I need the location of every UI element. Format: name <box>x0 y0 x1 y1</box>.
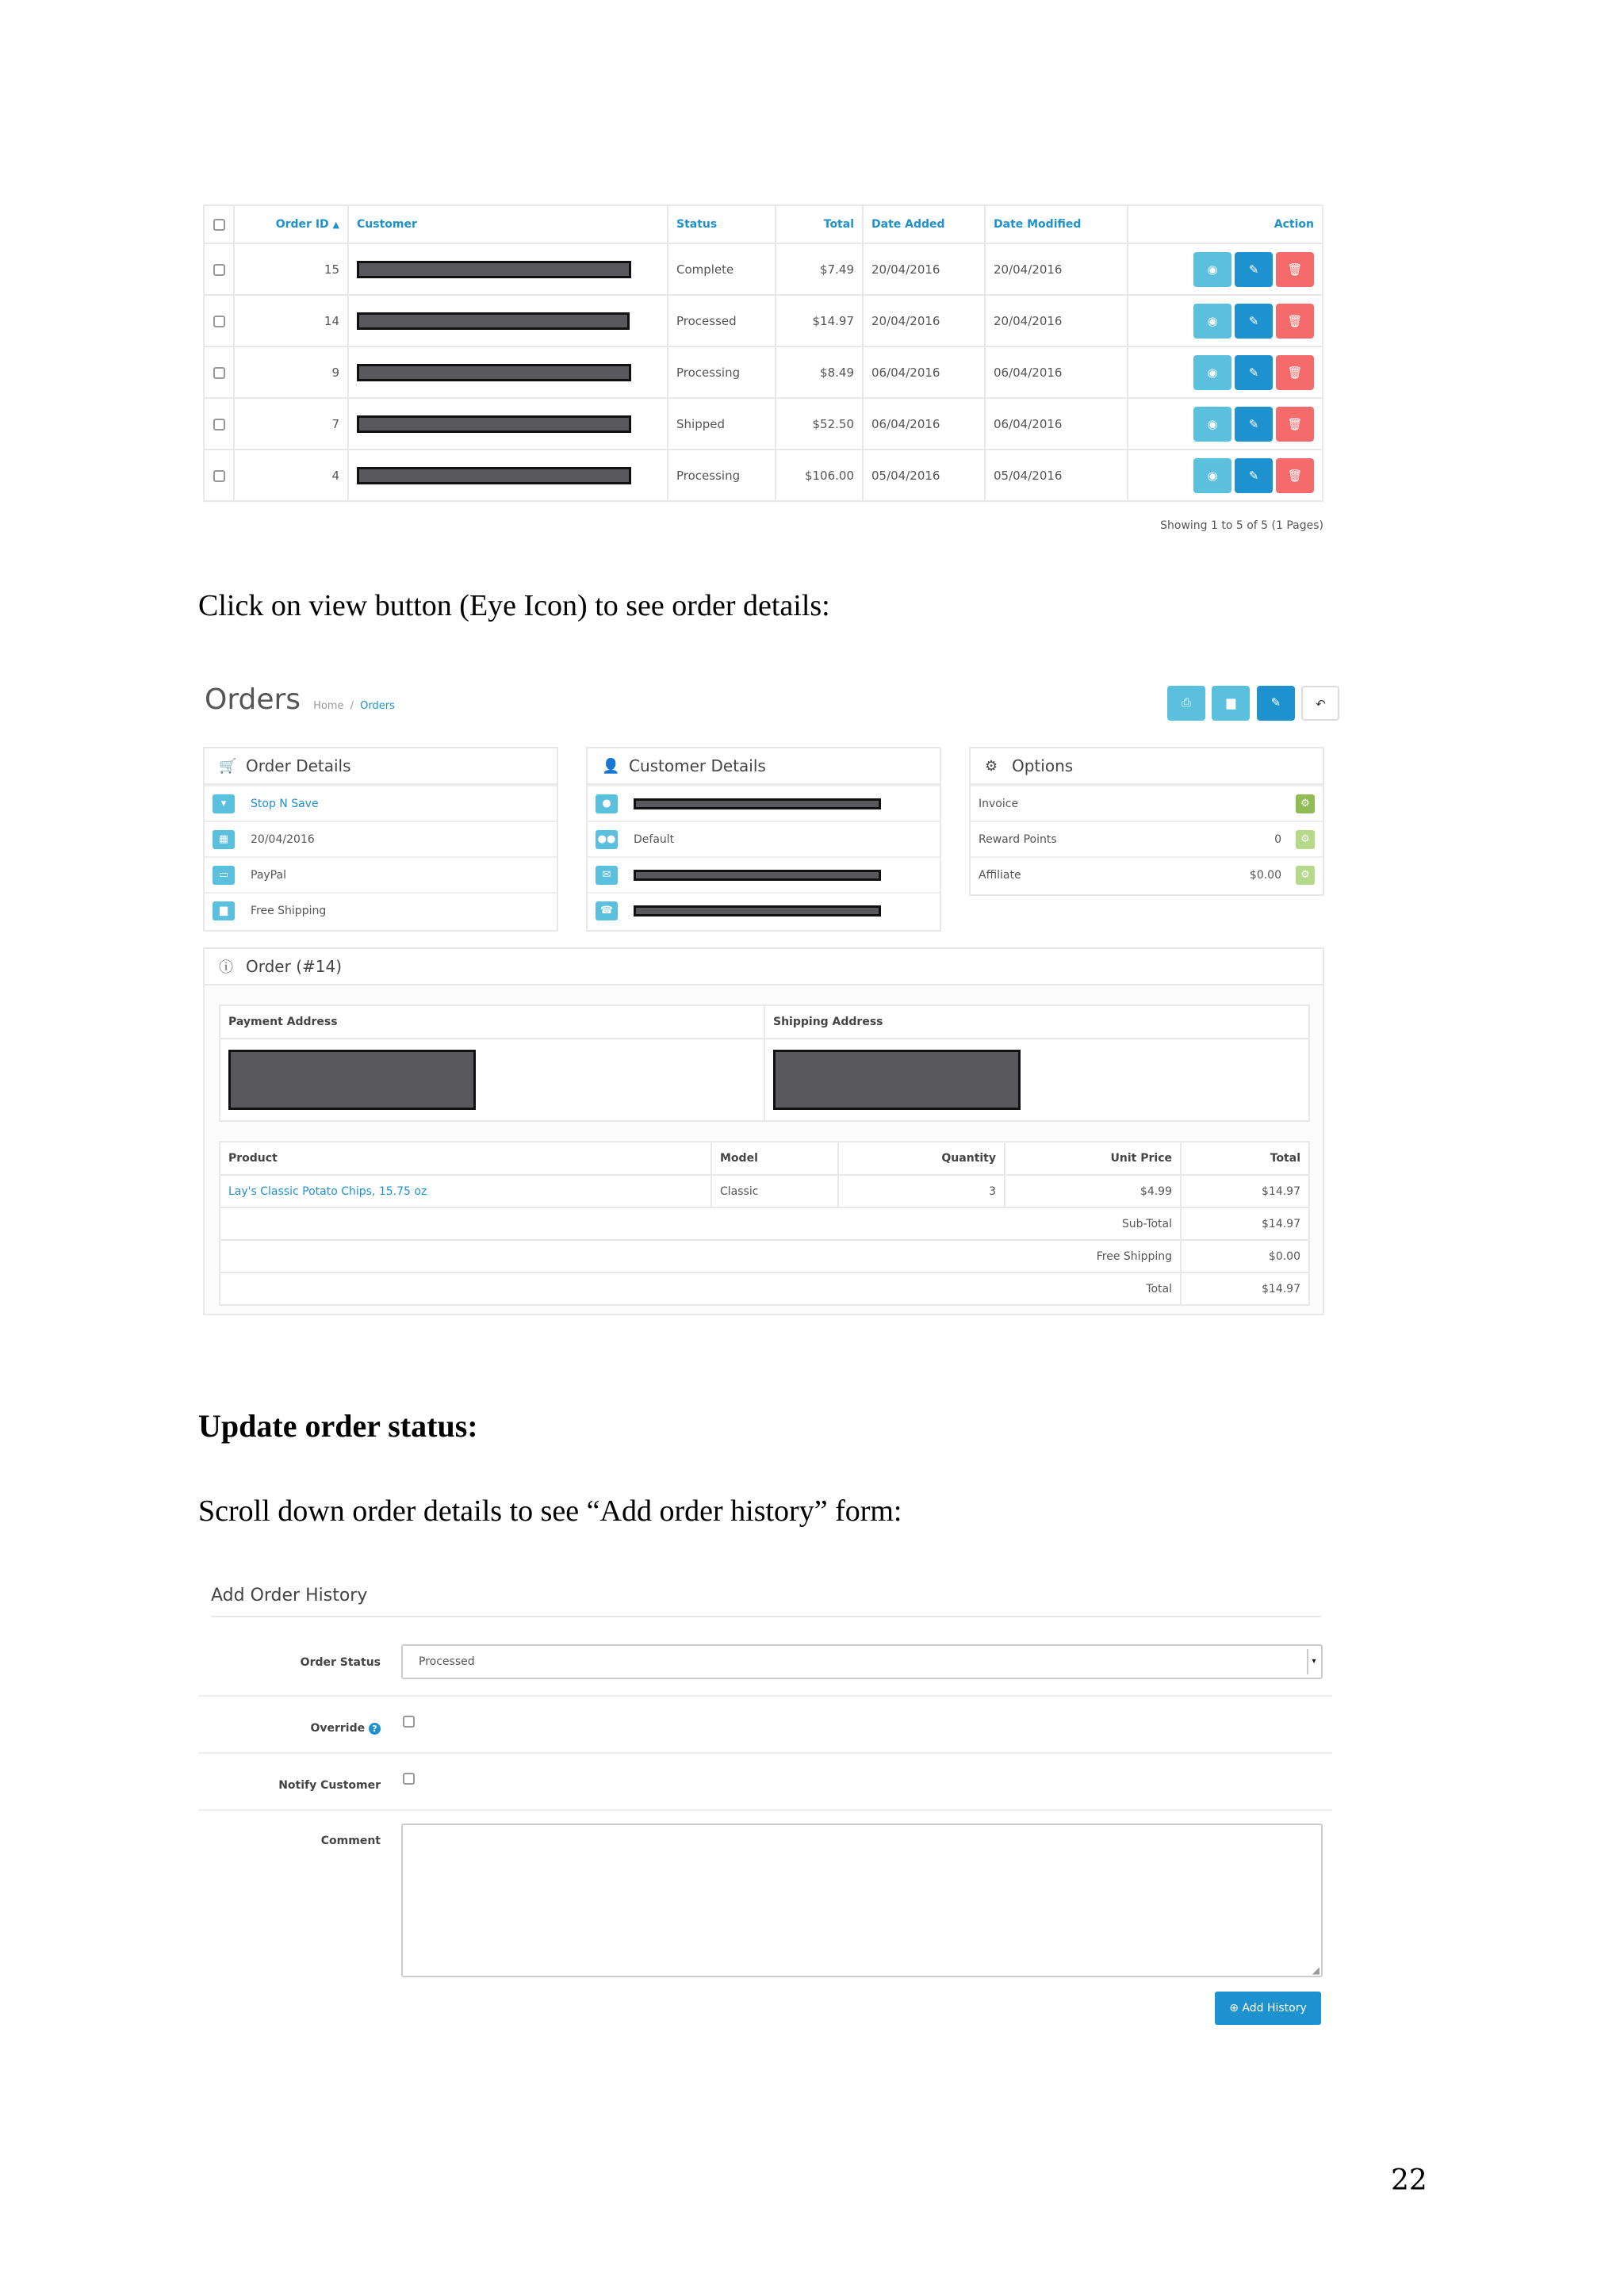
pencil-icon: ✎ <box>1248 468 1259 483</box>
user-icon: 👤 <box>602 757 620 775</box>
form-title-divider <box>211 1616 1321 1617</box>
add-order-history-form <box>198 1578 1332 2038</box>
table-row <box>204 295 1323 346</box>
customer-cell <box>348 450 668 501</box>
truck-icon: ▆ <box>213 901 235 920</box>
row-checkbox-cell[interactable] <box>204 450 234 501</box>
action-cell <box>1128 346 1323 398</box>
pencil-icon: ✎ <box>1248 365 1259 380</box>
product-unit-price: $4.99 <box>1005 1175 1181 1207</box>
order-details-panel <box>203 747 558 932</box>
customer-cell <box>348 398 668 450</box>
invoice-label: Invoice <box>979 797 1019 810</box>
shipping-address-cell <box>764 1039 1309 1121</box>
redacted-customer-name <box>634 798 881 809</box>
column-date-modified[interactable]: Date Modified <box>985 205 1128 243</box>
customer-phone-row <box>588 892 940 928</box>
trash-icon: 🗑 <box>1287 262 1303 277</box>
date-added: 20/04/2016 <box>863 243 985 295</box>
cart-icon: ▾ <box>213 794 235 813</box>
subtotal-row <box>220 1207 1309 1240</box>
redacted-payment-address <box>228 1050 476 1110</box>
subtotal-value: $14.97 <box>1181 1207 1309 1240</box>
grand-total-label: Total <box>220 1272 1181 1305</box>
customer-email-row <box>588 856 940 892</box>
page-number: 22 <box>1391 2164 1427 2197</box>
redacted-customer <box>357 364 631 381</box>
orders-list-table <box>203 205 1323 532</box>
grand-total-row <box>220 1272 1309 1305</box>
section-heading: Update order status: <box>198 1408 478 1444</box>
affiliate-label: Affiliate <box>979 868 1021 882</box>
order-status-label: Order Status <box>300 1656 381 1669</box>
row-checkbox[interactable] <box>213 367 225 379</box>
customer-cell <box>348 243 668 295</box>
customer-group: Default <box>634 832 675 846</box>
add-commission-button[interactable]: ⚙ <box>1296 866 1315 885</box>
comment-label: Comment <box>320 1835 381 1847</box>
order-date: 20/04/2016 <box>251 832 315 846</box>
payment-method: PayPal <box>251 868 286 882</box>
print-icon: ⎙ <box>1181 696 1191 710</box>
eye-icon: ◉ <box>1207 262 1218 277</box>
sort-asc-icon: ▲ <box>332 220 339 230</box>
override-checkbox[interactable] <box>403 1716 415 1728</box>
view-button[interactable] <box>1193 407 1231 442</box>
action-cell <box>1128 450 1323 501</box>
eye-icon: ◉ <box>1207 365 1218 380</box>
view-button[interactable] <box>1193 304 1231 339</box>
eye-icon: ◉ <box>1207 313 1218 328</box>
date-modified: 20/04/2016 <box>985 295 1128 346</box>
store-link[interactable]: Stop N Save <box>251 797 319 810</box>
date-row <box>205 821 557 856</box>
option-affiliate-row <box>971 856 1323 892</box>
trash-icon: 🗑 <box>1287 468 1303 483</box>
column-customer[interactable]: Customer <box>348 205 668 243</box>
pagination-text: Showing 1 to 5 of 5 (1 Pages) <box>1160 519 1323 532</box>
column-date-added[interactable]: Date Added <box>863 205 985 243</box>
date-modified: 06/04/2016 <box>985 398 1128 450</box>
edit-button[interactable] <box>1235 407 1273 442</box>
order-status: Processed <box>668 295 776 346</box>
action-cell <box>1128 398 1323 450</box>
order-details-heading: Order Details <box>246 756 351 775</box>
order-heading: Order (#14) <box>246 957 343 976</box>
order-total: $52.50 <box>776 398 863 450</box>
redacted-customer <box>357 261 631 278</box>
view-button[interactable] <box>1193 252 1231 287</box>
breadcrumb-home[interactable]: Home <box>313 700 344 712</box>
order-total: $8.49 <box>776 346 863 398</box>
order-status: Shipped <box>668 398 776 450</box>
redacted-email <box>634 870 881 881</box>
select-all-checkbox-cell[interactable] <box>204 205 234 243</box>
eye-icon: ◉ <box>1207 468 1218 483</box>
page-title: Orders <box>205 683 301 716</box>
redacted-customer <box>357 415 631 433</box>
quantity-header: Quantity <box>838 1142 1005 1175</box>
redacted-customer <box>357 467 631 484</box>
table-row <box>204 450 1323 501</box>
override-label-text: Override <box>310 1722 366 1735</box>
product-name-link[interactable]: Lay's Classic Potato Chips, 15.75 oz <box>220 1175 711 1207</box>
order-panel <box>203 947 1324 1315</box>
comment-textarea[interactable] <box>401 1823 1323 1977</box>
order-status: Complete <box>668 243 776 295</box>
shipping-method: Free Shipping <box>251 904 327 917</box>
row-checkbox-cell[interactable] <box>204 346 234 398</box>
user-icon: ● <box>596 794 618 813</box>
action-cell <box>1128 295 1323 346</box>
add-reward-button[interactable]: ⚙ <box>1296 830 1315 849</box>
column-status[interactable]: Status <box>668 205 776 243</box>
truck-icon: ▆ <box>1226 696 1236 710</box>
payment-row <box>205 856 557 892</box>
customer-name-row <box>588 785 940 821</box>
date-added: 06/04/2016 <box>863 398 985 450</box>
order-status-value: Processed <box>419 1655 475 1668</box>
redacted-shipping-address <box>773 1050 1021 1110</box>
product-total: $14.97 <box>1181 1175 1309 1207</box>
row-checkbox[interactable] <box>213 470 225 482</box>
date-added: 20/04/2016 <box>863 295 985 346</box>
edit-button[interactable] <box>1235 304 1273 339</box>
order-id: 15 <box>234 243 348 295</box>
table-header-row <box>204 205 1323 243</box>
credit-card-icon: ▭ <box>213 866 235 885</box>
order-total: $14.97 <box>776 295 863 346</box>
order-total: $106.00 <box>776 450 863 501</box>
edit-button[interactable] <box>1235 252 1273 287</box>
column-action: Action <box>1128 205 1323 243</box>
order-id: 7 <box>234 398 348 450</box>
trash-icon: 🗑 <box>1287 365 1303 380</box>
customer-details-header <box>588 748 940 785</box>
model-header: Model <box>711 1142 838 1175</box>
affiliate-value: $0.00 <box>1249 868 1281 882</box>
pencil-icon: ✎ <box>1248 262 1259 277</box>
edit-button[interactable] <box>1235 355 1273 390</box>
delete-button[interactable] <box>1276 304 1314 339</box>
table-row <box>204 398 1323 450</box>
pencil-icon: ✎ <box>1248 313 1259 328</box>
view-button[interactable] <box>1193 458 1231 493</box>
table-row <box>204 346 1323 398</box>
product-header: Product <box>220 1142 711 1175</box>
add-history-button[interactable] <box>1215 1992 1321 2025</box>
plus-circle-icon: ⊕ <box>1229 2002 1239 2015</box>
delete-button[interactable] <box>1276 407 1314 442</box>
shipping-total-label: Free Shipping <box>220 1240 1181 1272</box>
customer-details-heading: Customer Details <box>629 756 766 775</box>
date-added: 06/04/2016 <box>863 346 985 398</box>
grand-total-value: $14.97 <box>1181 1272 1309 1305</box>
instruction-history: Scroll down order details to see “Add order history” form: <box>198 1494 902 1528</box>
unit-price-header: Unit Price <box>1005 1142 1181 1175</box>
options-heading: Options <box>1012 756 1074 775</box>
product-model: Classic <box>711 1175 838 1207</box>
notify-customer-label: Notify Customer <box>278 1779 381 1792</box>
chevron-down-icon[interactable]: ▾ <box>1307 1649 1320 1674</box>
row-divider <box>198 1695 1332 1697</box>
order-id: 14 <box>234 295 348 346</box>
row-checkbox[interactable] <box>213 316 225 327</box>
column-total[interactable]: Total <box>776 205 863 243</box>
action-cell <box>1128 243 1323 295</box>
header-action-buttons <box>1164 686 1339 721</box>
payment-address-cell <box>220 1039 764 1121</box>
row-checkbox[interactable] <box>213 264 225 276</box>
date-added: 05/04/2016 <box>863 450 985 501</box>
delete-button[interactable] <box>1276 252 1314 287</box>
subtotal-label: Sub-Total <box>220 1207 1181 1240</box>
order-status: Processing <box>668 346 776 398</box>
address-table <box>219 1004 1310 1122</box>
calendar-icon: ▦ <box>213 830 235 849</box>
back-button[interactable] <box>1301 686 1339 721</box>
order-panel-header <box>205 949 1323 985</box>
group-icon: ●● <box>596 830 618 849</box>
back-arrow-icon: ↶ <box>1316 698 1326 711</box>
breadcrumb-orders[interactable]: Orders <box>360 700 395 712</box>
generate-invoice-button[interactable]: ⚙ <box>1296 794 1315 813</box>
eye-icon: ◉ <box>1207 416 1218 431</box>
date-modified: 20/04/2016 <box>985 243 1128 295</box>
add-history-label: Add History <box>1242 2002 1307 2015</box>
date-modified: 06/04/2016 <box>985 346 1128 398</box>
phone-icon: ☎ <box>596 901 618 920</box>
column-order-id[interactable]: Order ID ▲ <box>234 205 348 243</box>
form-title: Add Order History <box>211 1586 368 1605</box>
store-row <box>205 785 557 821</box>
customer-cell <box>348 346 668 398</box>
reward-points-label: Reward Points <box>979 832 1057 846</box>
order-status: Processing <box>668 450 776 501</box>
shipping-row <box>205 892 557 928</box>
order-status-select[interactable] <box>401 1644 1323 1679</box>
date-modified: 05/04/2016 <box>985 450 1128 501</box>
trash-icon: 🗑 <box>1287 313 1303 328</box>
delete-button[interactable] <box>1276 355 1314 390</box>
breadcrumb-separator: / <box>350 700 354 712</box>
row-checkbox-cell[interactable] <box>204 398 234 450</box>
option-invoice-row <box>971 785 1323 821</box>
print-shipping-button[interactable] <box>1212 686 1250 721</box>
pencil-icon: ✎ <box>1248 416 1259 431</box>
instruction-view: Click on view button (Eye Icon) to see order details: <box>198 589 830 622</box>
table-row <box>204 243 1323 295</box>
product-quantity: 3 <box>838 1175 1005 1207</box>
order-id: 4 <box>234 450 348 501</box>
row-divider <box>198 1809 1332 1811</box>
customer-details-panel <box>586 747 941 932</box>
products-table <box>219 1141 1310 1306</box>
reward-points-value: 0 <box>1274 832 1281 846</box>
options-panel <box>969 747 1324 896</box>
row-checkbox-cell[interactable] <box>204 295 234 346</box>
print-invoice-button[interactable] <box>1167 686 1205 721</box>
page-header <box>205 683 395 716</box>
edit-order-button[interactable] <box>1257 686 1295 721</box>
row-divider <box>198 1752 1332 1754</box>
trash-icon: 🗑 <box>1287 416 1303 431</box>
row-checkbox-cell[interactable] <box>204 243 234 295</box>
customer-cell <box>348 295 668 346</box>
delete-button[interactable] <box>1276 458 1314 493</box>
redacted-customer <box>357 312 630 330</box>
notify-customer-checkbox[interactable] <box>403 1773 415 1785</box>
payment-address-header: Payment Address <box>220 1005 764 1039</box>
option-reward-row <box>971 821 1323 856</box>
order-id: 9 <box>234 346 348 398</box>
pencil-icon: ✎ <box>1270 696 1281 710</box>
edit-button[interactable] <box>1235 458 1273 493</box>
breadcrumb <box>313 700 395 712</box>
order-details-header <box>205 748 557 785</box>
resize-handle-icon[interactable]: ◢ <box>1312 1965 1320 1976</box>
question-circle-icon[interactable]: ? <box>369 1723 381 1735</box>
options-header <box>971 748 1323 785</box>
row-checkbox[interactable] <box>213 419 225 430</box>
customer-group-row <box>588 821 940 856</box>
view-button[interactable] <box>1193 355 1231 390</box>
select-all-checkbox[interactable] <box>213 219 225 231</box>
cart-icon: 🛒 <box>219 757 237 775</box>
gear-icon: ⚙ <box>985 757 998 775</box>
override-label <box>198 1722 381 1735</box>
shipping-total-row <box>220 1240 1309 1272</box>
info-circle-icon: ⓘ <box>219 959 233 976</box>
order-total: $7.49 <box>776 243 863 295</box>
product-row <box>220 1175 1309 1207</box>
shipping-total-value: $0.00 <box>1181 1240 1309 1272</box>
redacted-phone <box>634 905 881 916</box>
envelope-icon: ✉ <box>596 866 618 885</box>
shipping-address-header: Shipping Address <box>764 1005 1309 1039</box>
total-header: Total <box>1181 1142 1309 1175</box>
